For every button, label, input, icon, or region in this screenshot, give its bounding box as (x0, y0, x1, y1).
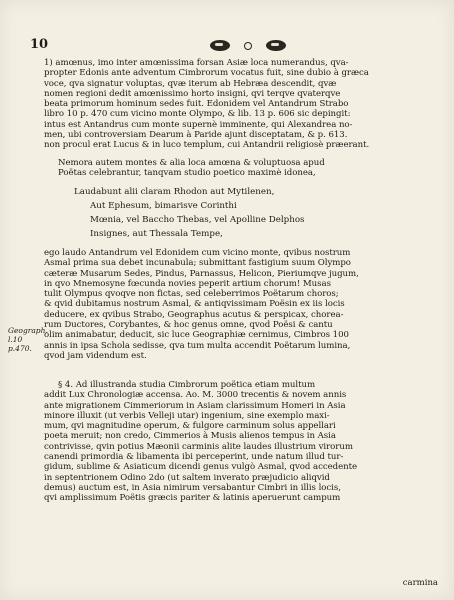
text-line: Asmal prima sua debet incunabula; submittant fastigium suum Olympo (44, 258, 351, 269)
text-line: 1) amœnus, imo inter amœnissima forsan Asiæ loca numerandus, qva- (44, 58, 349, 68)
text-line: qvod jam videndum est. (44, 350, 147, 361)
paragraph-4 (44, 380, 440, 504)
text-line: Nemora autem montes & alia loca amœna & voluptuosa apud (58, 158, 325, 168)
verse-line-1: Laudabunt alii claram Rhodon aut Mytilenen, (74, 187, 275, 197)
section-heading-line: § 4. Ad illustranda studia Cimbrorum poëtica etiam multum (58, 380, 316, 390)
text-line: rum Ductores, Corybantes, & hoc genus omne, qvod Poësi & cantu (44, 320, 333, 331)
verse-line-4: Insignes, aut Thessala Tempe, (90, 229, 223, 239)
text-line: & qvid dubitamus nostrum Asmal, & antiqvissimam Poësin ex iis locis (44, 299, 345, 310)
text-line: annis in ipsa Schola sedisse, qva tum multa accendit Poëtarum lumina, (44, 340, 351, 351)
header-ornament (210, 40, 286, 51)
text-line: addit Lux Chronologiæ accensa. Ao. M. 3000 trecentis & novem annis (44, 390, 347, 401)
ornament-left-icon (210, 40, 230, 51)
margin-note-line: Geograph. (8, 326, 48, 335)
text-line: gidum, sublime & Asiaticum dicendi genus vulgò Asmal, qvod accedente (44, 462, 358, 473)
catchword: carmina (402, 578, 438, 588)
text-line: men, ubi controversiam Dearum à Paride ajunt disceptatam, & p. 613. (44, 130, 348, 141)
margin-note-line: l.10 p.470. (8, 335, 32, 353)
text-line: qvi amplissimum Poëtis græcis pariter & latinis aperuerunt campum (44, 493, 341, 504)
text-line: voce, qva signatur voluptas, qvæ iterum ab Hebræa descendit, qvæ (44, 78, 337, 89)
page-header (30, 37, 430, 53)
text-line: minore illuxit (ut verbis Velleji utar) ingenium, sine exemplo maxi- (44, 410, 330, 421)
text-line: nomen regioni dedit amœnissimo horto insigni, qvi terqve qvaterqve (44, 88, 341, 99)
paragraph-2 (58, 158, 440, 179)
ornament-center-icon (244, 42, 252, 50)
text-line: Poëtas celebrantur, tanqvam studio poetico maximè idonea, (58, 168, 316, 179)
text-line: beata primorum hominum sedes fuit. Edonidem vel Antandrum Strabo (44, 99, 349, 110)
text-line: mum, qvi magnitudine operum, & fulgore carminum solus appellari (44, 421, 336, 432)
text-line: in qvo Mnemosyne fœcunda novies peperit artium chorum! Musas (44, 278, 331, 289)
text-line: intus est Antandrus cum monte supernè imminente, qui Alexandrea no- (44, 119, 353, 130)
text-line: libro 10 p. 470 cum vicino monte Olympo, & lib. 13 p. 606 sic depingit: (44, 109, 351, 120)
verse-line-3: Mœnia, vel Baccho Thebas, vel Apolline Delphos (90, 215, 305, 225)
text-line: olim animabatur, deducit, sic luce Geographiæ cernimus, Cimbros 100 (44, 330, 349, 341)
page-number: 10 (30, 37, 49, 52)
text-line: canendi primordia & libamenta ibi perceperint, unde natum illud tur- (44, 452, 344, 463)
margin-note (8, 326, 48, 353)
ornament-right-icon (266, 40, 286, 51)
text-line: propter Edonis ante adventum Cimbrorum vocatus fuit, sine dubio à græca (44, 68, 369, 79)
text-line: tulit Olympus qvoqve non fictas, sed celeberrimos Poëtarum choros; (44, 289, 339, 300)
text-line: deducere, ex qvibus Strabo, Geographus acutus & perspicax, chorea- (44, 309, 344, 320)
text-line: cæteræ Musarum Sedes, Pindus, Parnassus, Helicon, Pieriumqve jugum, (44, 268, 359, 279)
text-line: in septentrionem Odino 2do (ut saltem inverato præjudicio aliqvid (44, 472, 330, 483)
paragraph-1 (44, 58, 440, 151)
text-line: non procul erat Lucus & in luco templum, cui Antandrii religiosè præerant. (44, 140, 370, 151)
text-line: poeta meruit; non credo, Cimmerios à Musis alienos tempus in Asia (44, 431, 336, 442)
text-line: ante migrationem Cimmeriorum in Asiam clarissimum Homeri in Asia (44, 400, 346, 411)
paragraph-3 (44, 248, 440, 361)
verse-line-2: Aut Ephesum, bimarisve Corinthi (90, 201, 237, 211)
text-line: ego laudo Antandrum vel Edonidem cum vicino monte, qvibus nostrum (44, 248, 351, 258)
text-line: contrivisse, qvin potius Mæonii carminis alite laudes illustrium virorum (44, 441, 353, 452)
text-line: demus) auctum est, in Asia nimirum versabantur Cimbri in illis locis, (44, 482, 341, 493)
